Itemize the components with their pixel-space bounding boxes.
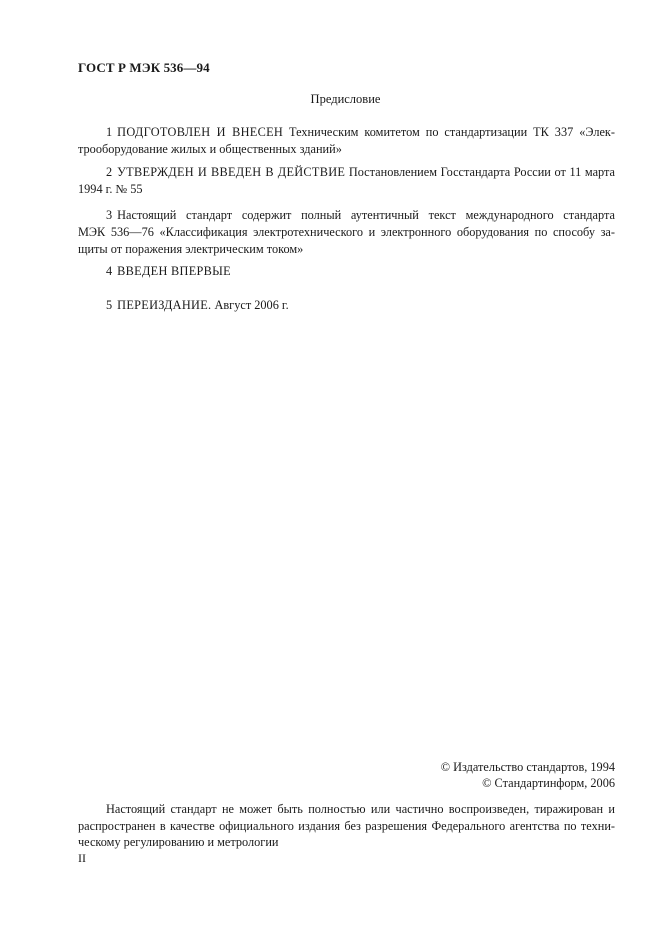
item-caps-heading: УТВЕРЖДЕН И ВВЕДЕН В ДЕЙСТВИЕ — [117, 165, 346, 179]
foreword-item-1 — [78, 124, 615, 158]
item-number: 3 — [106, 208, 113, 222]
foreword-item-3 — [78, 207, 615, 258]
copyright-block — [441, 759, 615, 791]
foreword-item-2 — [78, 164, 615, 198]
item-text: Постановлением Госстандарта России от 11 марта — [345, 165, 616, 179]
copyright-line-publisher: © Издательство стандартов, 1994 — [440, 760, 615, 774]
foreword-item-line: 1994 г. № 55 — [78, 182, 143, 196]
item-text: Август 2006 г. — [211, 298, 289, 312]
notice-line: Настоящий стандарт не может быть полностью или частично воспроизведен, тиражирован и — [106, 802, 615, 816]
item-caps-heading: ПЕРЕИЗДАНИЕ. — [117, 298, 212, 312]
foreword-item-line: трооборудование жилых и общественных зданий» — [78, 142, 342, 156]
foreword-item-5 — [78, 297, 615, 314]
item-text: Техническим комитетом по стандартизации ТК 337 «Элек- — [283, 125, 615, 139]
item-number: 4 — [106, 264, 113, 278]
item-caps-heading: ПОДГОТОВЛЕН И ВНЕСЕН — [117, 125, 284, 139]
foreword-item-line — [78, 164, 615, 181]
notice-line: ческому регулированию и метрологии — [78, 835, 279, 849]
foreword-item-4 — [78, 263, 615, 280]
reproduction-notice — [78, 801, 615, 851]
item-number: 1 — [106, 125, 113, 139]
item-number: 5 — [106, 298, 113, 312]
section-title: Предисловие — [310, 92, 381, 106]
foreword-item-line — [78, 297, 615, 314]
copyright-line-standartinform: © Стандартинформ, 2006 — [482, 776, 615, 790]
foreword-item-line: МЭК 536—76 «Классификация электротехнического и электронного оборудования по способу за- — [78, 225, 615, 239]
item-number: 2 — [106, 165, 113, 179]
document-code-header: ГОСТ Р МЭК 536—94 — [78, 60, 210, 75]
foreword-item-line: щиты от поражения электрическим током» — [78, 242, 304, 256]
item-caps-heading: ВВЕДЕН ВПЕРВЫЕ — [117, 264, 231, 278]
item-text: Настоящий стандарт содержит полный аутентичный текст международного стандарта — [117, 208, 615, 222]
page-number: II — [78, 851, 86, 865]
foreword-item-line — [78, 207, 615, 224]
foreword-item-line — [78, 263, 615, 280]
foreword-item-line — [78, 124, 615, 141]
notice-line: распространен в качестве официального издания без разрешения Федерального агентства по техни- — [78, 818, 615, 833]
